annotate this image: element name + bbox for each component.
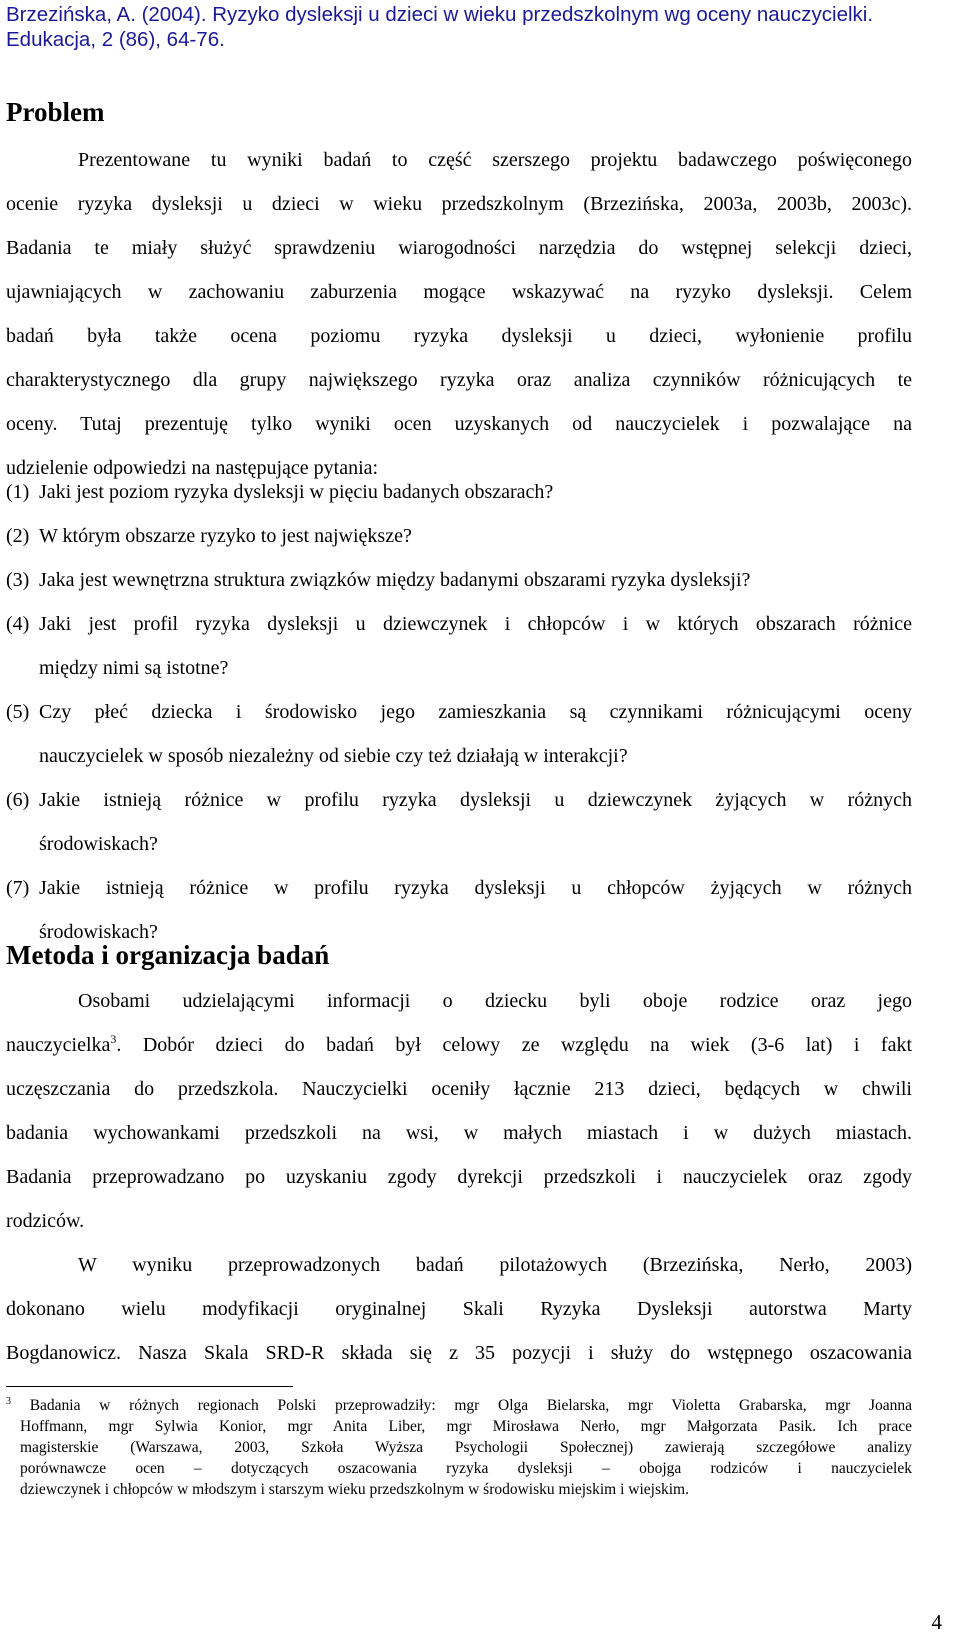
text-line: ujawniających w zachowaniu zaburzenia mogące wskazywać na ryzyko dysleksji. Celem (6, 281, 912, 303)
footnote-reference[interactable]: 3 (110, 1032, 117, 1046)
text-line: rodziców. (6, 1210, 85, 1232)
list-number: (3) (6, 569, 30, 591)
text-line: między nimi są istotne? (39, 657, 229, 679)
text-line: Osobami udzielającymi informacji o dziecku byli oboje rodzice oraz jego (78, 990, 912, 1012)
citation-line-2: Edukacja, 2 (86), 64-76. (6, 28, 225, 51)
list-number: (1) (6, 481, 30, 503)
text-fragment: Badania w różnych regionach Polski przeprowadziły: mgr Olga Bielarska, mgr Violetta Grabarska, mgr Joanna (29, 1397, 912, 1414)
text-line: Jakie istnieją różnice w profilu ryzyka dysleksji u chłopców żyjących w różnych (39, 877, 912, 899)
text-line: Jaki jest profil ryzyka dysleksji u dziewczynek i chłopców i w których obszarach różnice (39, 613, 912, 635)
text-line: W którym obszarze ryzyko to jest największe? (39, 525, 412, 547)
page-number: 4 (931, 1610, 942, 1634)
citation-line-1: Brzezińska, A. (2004). Ryzyko dysleksji u dzieci w wieku przedszkolnym wg oceny nauczycielki. (6, 3, 874, 26)
text-line: udzielenie odpowiedzi na następujące pytania: (6, 457, 379, 479)
text-line: badania wychowankami przedszkoli na wsi, w małych miastach i w dużych miastach. (6, 1122, 912, 1144)
citation-header (6, 2, 936, 52)
list-item (6, 778, 912, 866)
text-line: Czy płeć dziecka i środowisko jego zamieszkania są czynnikami różnicującymi oceny (39, 701, 912, 723)
text-line: dokonano wielu modyfikacji oryginalnej Skali Ryzyka Dysleksji autorstwa Marty (6, 1298, 912, 1320)
list-number: (6) (6, 789, 30, 811)
footnote-line (6, 1395, 912, 1416)
section-heading-problem: Problem (6, 97, 105, 127)
footnote-divider (6, 1386, 293, 1387)
list-number: (5) (6, 701, 30, 723)
text-line: Prezentowane tu wyniki badań to część szerszego projektu badawczego poświęconego (78, 149, 912, 171)
text-line: uczęszczania do przedszkola. Nauczycielki oceniły łącznie 213 dzieci, będących w chwili (6, 1078, 912, 1100)
footnote-line: dziewczynek i chłopców w młodszym i starszym wieku przedszkolnym w środowisku miejskim i wiejskim. (20, 1481, 689, 1498)
footnote-mark: 3 (6, 1396, 11, 1407)
text-line: charakterystycznego dla grupy największego ryzyka oraz analiza czynników różnicujących te (6, 369, 912, 391)
text-line: Jaki jest poziom ryzyka dysleksji w pięciu badanych obszarach? (39, 481, 554, 503)
text-line: ocenie ryzyka dysleksji u dzieci w wieku przedszkolnym (Brzezińska, 2003a, 2003b, 2003c). (6, 193, 912, 215)
footnote-line: magisterskie (Warszawa, 2003, Szkoła Wyższa Psychologii Społecznej) zawierają szczegółowe analizy (20, 1439, 912, 1456)
list-item (6, 558, 912, 602)
text-line-with-footnote (6, 1023, 912, 1067)
text-line: Badania te miały służyć sprawdzeniu wiarogodności narzędzia do wstępnej selekcji dzieci, (6, 237, 912, 259)
list-item (6, 690, 912, 778)
footnote-line: porównawcze ocen – dotyczących oszacowania ryzyka dysleksji – obojga rodziców i nauczycielek (20, 1460, 912, 1477)
list-item (6, 602, 912, 690)
section-heading-method: Metoda i organizacja badań (6, 940, 330, 970)
text-line: Jaka jest wewnętrzna struktura związków między badanymi obszarami ryzyka dysleksji? (39, 569, 751, 591)
text-line: środowiskach? (39, 921, 158, 943)
text-line: badań była także ocena poziomu ryzyka dysleksji u dzieci, wyłonienie profilu (6, 325, 912, 347)
list-item (6, 514, 912, 558)
list-number: (2) (6, 525, 30, 547)
list-number: (7) (6, 877, 30, 899)
text-line: oceny. Tutaj prezentuję tylko wyniki ocen uzyskanych od nauczycielek i pozwalające na (6, 413, 912, 435)
text-line: środowiskach? (39, 833, 158, 855)
footnote-line: Hoffmann, mgr Sylwia Konior, mgr Anita Liber, mgr Mirosława Nerło, mgr Małgorzata Pasik. Ich prace (20, 1418, 912, 1435)
method-paragraph-1 (6, 979, 912, 1243)
problem-paragraph (6, 138, 912, 490)
text-line: Jakie istnieją różnice w profilu ryzyka dysleksji u dziewczynek żyjących w różnych (39, 789, 912, 811)
text-fragment: . Dobór dzieci do badań był celowy ze względu na wiek (3-6 lat) i fakt (116, 1034, 912, 1056)
footnote (6, 1395, 912, 1500)
method-paragraph-2 (6, 1243, 912, 1375)
text-fragment: nauczycielka (6, 1034, 111, 1056)
research-questions-list (6, 470, 912, 954)
list-item (6, 470, 912, 514)
text-line: Bogdanowicz. Nasza Skala SRD-R składa się z 35 pozycji i służy do wstępnego oszacowania (6, 1342, 912, 1364)
text-line: Badania przeprowadzano po uzyskaniu zgody dyrekcji przedszkoli i nauczycielek oraz zgody (6, 1166, 912, 1188)
text-line: nauczycielek w sposób niezależny od siebie czy też działają w interakcji? (39, 745, 628, 767)
text-line: W wyniku przeprowadzonych badań pilotażowych (Brzezińska, Nerło, 2003) (78, 1254, 912, 1276)
list-number: (4) (6, 613, 30, 635)
